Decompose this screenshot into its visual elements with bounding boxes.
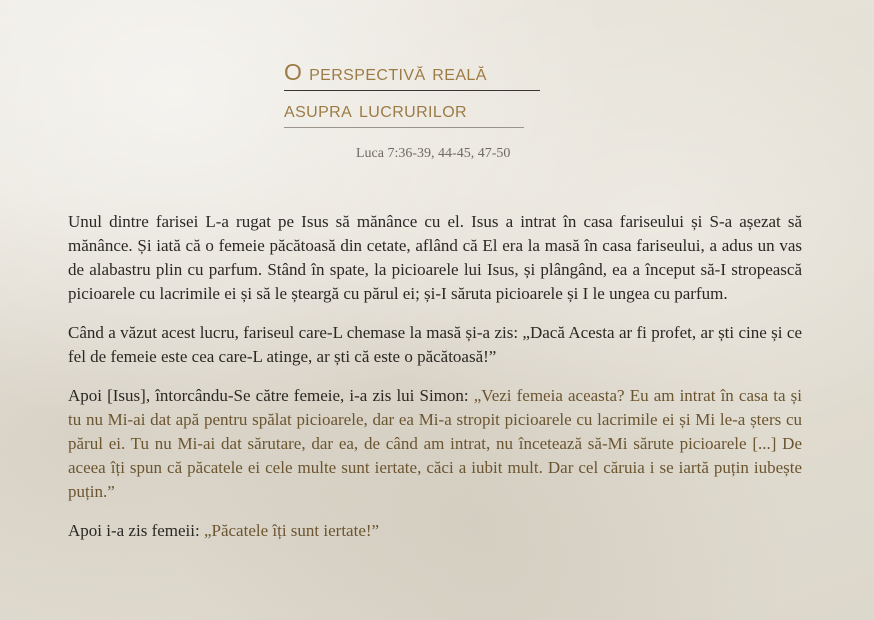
paragraph-4-quote: „Păcatele îți sunt iertate!” — [203, 521, 380, 540]
title-line-2: asupra lucrurilor — [284, 91, 524, 128]
paragraph-4-intro: Apoi i-a zis femeii: — [68, 521, 204, 540]
title-line-1: O perspectivă reală — [284, 58, 540, 91]
paragraph-3 — [68, 384, 802, 504]
scripture-reference: Luca 7:36-39, 44-45, 47-50 — [356, 146, 511, 161]
body-text — [68, 210, 802, 558]
paragraph-1: Unul dintre farisei L-a rugat pe Isus să mănânce cu el. Isus a intrat în casa fariseului și S-a așezat să mănânce. Și iată că o femeie păcătoasă din cetate, aflând că El era la masă în casa fariseului, a adus un vas de alabastru plin cu parfum. Stând în spate, la picioarele lui Isus, și plângând, ea a început să-I stropească picioarele cu lacrimile ei și să le șteargă cu părul ei; și-I săruta picioarele și I le ungea cu parfum. — [68, 212, 802, 303]
paragraph-3-quote: „Vezi femeia aceasta? Eu am intrat în casa ta și tu nu Mi-ai dat apă pentru spălat picioarele, dar ea Mi-a stropit picioarele cu lacrimile ei și Mi le-a șters cu părul ei. Tu nu Mi-ai dat sărutare, dar ea, de când am intrat, nu încetează să-Mi sărute picioarele [...] De aceea îți spun că păcatele ei cele multe sunt iertate, căci a iubit mult. Dar cel căruia i se iartă puțin iubește puțin.” — [68, 386, 802, 501]
paragraph-2: Când a văzut acest lucru, fariseul care-L chemase la masă și-a zis: „Dacă Acesta ar fi profet, ar ști cine și ce fel de femeie este cea care-L atinge, ar ști că este o păcătoasă!” — [68, 323, 802, 366]
paragraph-4 — [68, 519, 802, 543]
paragraph-3-intro: Apoi [Isus], întorcându-Se către femeie, i-a zis lui Simon: — [68, 386, 474, 405]
title-block — [284, 58, 540, 128]
